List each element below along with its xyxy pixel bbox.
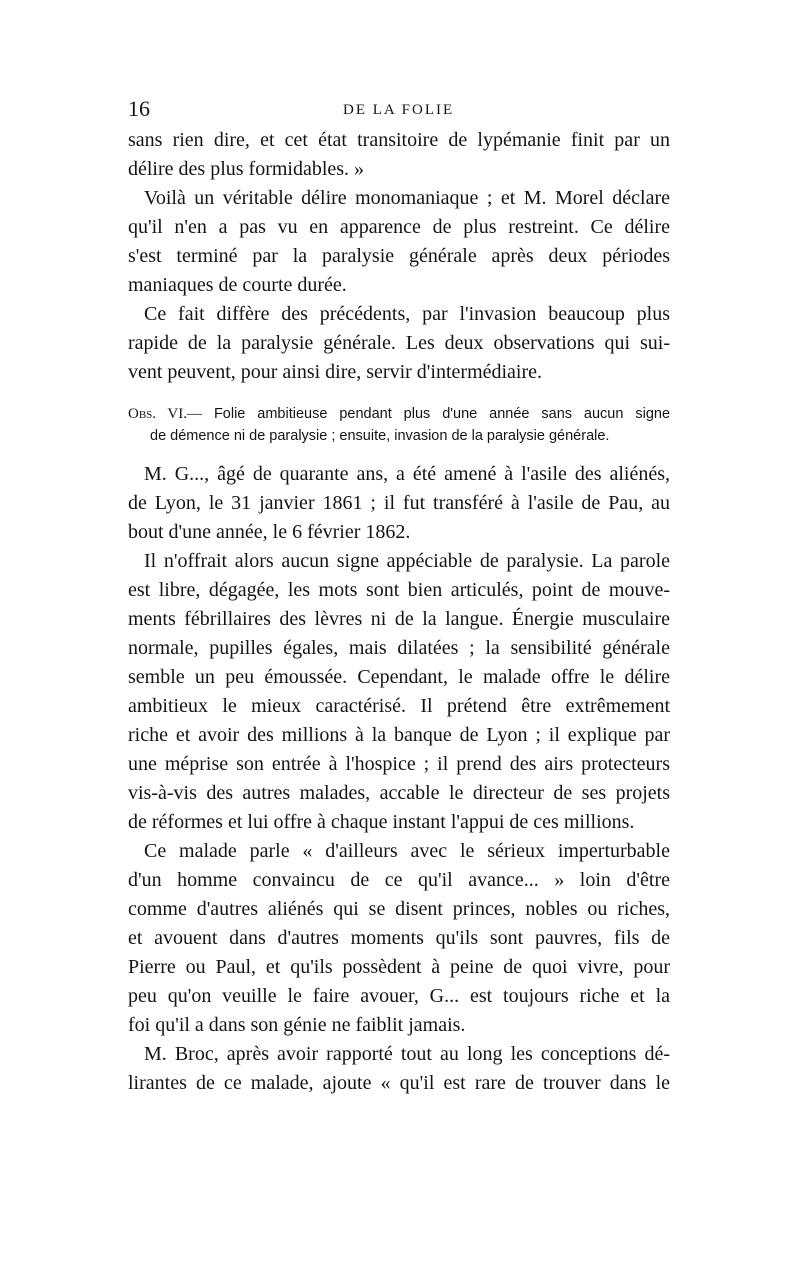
text-line: comme d'autres aliénés qui se disent princes, nobles ou riches, [128, 898, 670, 920]
observation-line-2: de démence ni de paralysie ; ensuite, invasion de la paralysie générale. [150, 428, 610, 444]
text-line: Il n'offrait alors aucun signe appéciable de paralysie. La parole [144, 550, 670, 572]
text-line: ambitieux le mieux caractérisé. Il prétend être extrêmement [128, 695, 670, 717]
running-head [128, 97, 670, 121]
text-line: M. G..., âgé de quarante ans, a été amené à l'asile des aliénés, [144, 463, 670, 485]
text-line: et avouent dans d'autres moments qu'ils sont pauvres, fils de [128, 927, 670, 949]
text-line: ments fébrillaires des lèvres ni de la langue. Énergie musculaire [128, 608, 670, 630]
text-line: semble un peu émoussée. Cependant, le malade offre le délire [128, 666, 670, 688]
paragraph-6 [128, 837, 670, 1040]
observation-label: Obs. VI.— [128, 406, 202, 422]
text-line: une méprise son entrée à l'hospice ; il prend des airs protecteurs [128, 753, 670, 775]
text-line: maniaques de courte durée. [128, 274, 347, 296]
text-line: lirantes de ce malade, ajoute « qu'il est rare de trouver dans le [128, 1072, 670, 1094]
observation-line-1 [128, 403, 670, 425]
text-line: de Lyon, le 31 janvier 1861 ; il fut transféré à l'asile de Pau, au [128, 492, 670, 514]
text-line: qu'il n'en a pas vu en apparence de plus restreint. Ce délire [128, 216, 670, 238]
text-line: foi qu'il a dans son génie ne faiblit jamais. [128, 1014, 466, 1036]
observation-title: Folie ambitieuse pendant plus d'une année sans aucun signe [213, 406, 671, 422]
text-line: sans rien dire, et cet état transitoire de lypémanie finit par un [128, 129, 670, 151]
paragraph-5 [128, 547, 670, 837]
text-line: est libre, dégagée, les mots sont bien articulés, point de mouve- [128, 579, 670, 601]
text-line: bout d'une année, le 6 février 1862. [128, 521, 411, 543]
text-line: de réformes et lui offre à chaque instant l'appui de ces millions. [128, 811, 635, 833]
text-line: vent peuvent, pour ainsi dire, servir d'intermédiaire. [128, 361, 543, 383]
text-line: d'un homme convaincu de ce qu'il avance... » loin d'être [128, 869, 670, 891]
paragraph-3 [128, 300, 670, 387]
text-line: vis-à-vis des autres malades, accable le directeur de ses projets [128, 782, 670, 804]
text-line: délire des plus formidables. » [128, 158, 365, 180]
paragraph-2 [128, 184, 670, 300]
text-line: Ce fait diffère des précédents, par l'invasion beaucoup plus [144, 303, 670, 325]
paragraph-7 [128, 1040, 670, 1098]
running-title: DE LA FOLIE [343, 102, 455, 118]
text-line: M. Broc, après avoir rapporté tout au long les conceptions dé- [144, 1043, 670, 1065]
text-line: normale, pupilles égales, mais dilatées ; la sensibilité générale [128, 637, 670, 659]
paragraph-1 [128, 126, 670, 184]
text-line: s'est terminé par la paralysie générale après deux périodes [128, 245, 670, 267]
page-number: 16 [128, 96, 150, 121]
text-line: Ce malade parle « d'ailleurs avec le sérieux imperturbable [144, 840, 670, 862]
text-line: rapide de la paralysie générale. Les deux observations qui sui- [128, 332, 670, 354]
paragraph-4 [128, 460, 670, 547]
text-line: Voilà un véritable délire monomaniaque ; et M. Morel déclare [144, 187, 670, 209]
text-line: Pierre ou Paul, et qu'ils possèdent à peine de quoi vivre, pour [128, 956, 670, 978]
text-line: peu qu'on veuille le faire avouer, G... est toujours riche et la [128, 985, 670, 1007]
observation-heading [128, 403, 670, 447]
text-line: riche et avoir des millions à la banque de Lyon ; il explique par [128, 724, 670, 746]
